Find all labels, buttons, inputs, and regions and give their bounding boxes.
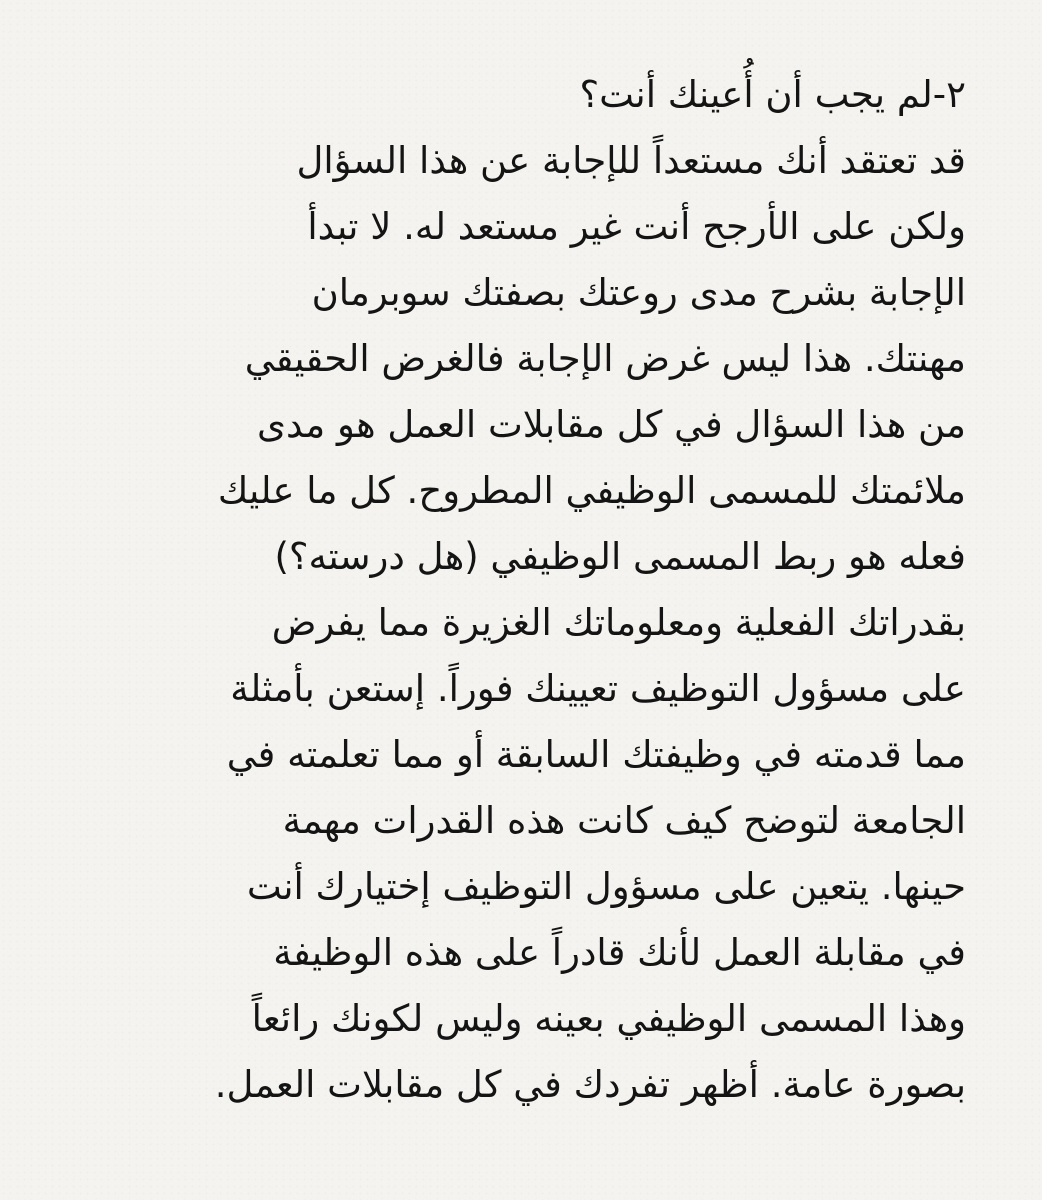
note-line: مما قدمته في وظيفتك السابقة أو مما تعلمته في bbox=[226, 733, 966, 776]
note-line: وهذا المسمى الوظيفي بعينه وليس لكونك رائعاً bbox=[251, 997, 966, 1040]
note-line: بصورة عامة. أظهر تفردك في كل مقابلات العمل. bbox=[214, 1063, 966, 1106]
note-line: حينها. يتعين على مسؤول التوظيف إختيارك أنت bbox=[246, 865, 966, 908]
note-line: على مسؤول التوظيف تعيينك فوراً. إستعن بأمثلة bbox=[230, 667, 966, 710]
note-line: ولكن على الأرجح أنت غير مستعد له. لا تبدأ bbox=[307, 205, 966, 248]
note-line: في مقابلة العمل لأنك قادراً على هذه الوظيفة bbox=[273, 931, 966, 974]
note-line: ملائمتك للمسمى الوظيفي المطروح. كل ما عليك bbox=[217, 469, 966, 512]
note-line: بقدراتك الفعلية ومعلوماتك الغزيرة مما يفرض bbox=[271, 601, 966, 644]
note-title: ٢-لم يجب أن أُعينك أنت؟ bbox=[579, 73, 966, 116]
note-line: من هذا السؤال في كل مقابلات العمل هو مدى bbox=[257, 403, 966, 446]
note-line: الإجابة بشرح مدى روعتك بصفتك سوبرمان bbox=[311, 271, 966, 314]
note-line: قد تعتقد أنك مستعداً للإجابة عن هذا السؤال bbox=[296, 139, 966, 182]
note-body bbox=[76, 62, 966, 1118]
note-line: الجامعة لتوضح كيف كانت هذه القدرات مهمة bbox=[282, 799, 966, 842]
note-line: مهنتك. هذا ليس غرض الإجابة فالغرض الحقيقي bbox=[244, 337, 966, 380]
note-line: فعله هو ربط المسمى الوظيفي (هل درسته؟) bbox=[274, 535, 966, 578]
